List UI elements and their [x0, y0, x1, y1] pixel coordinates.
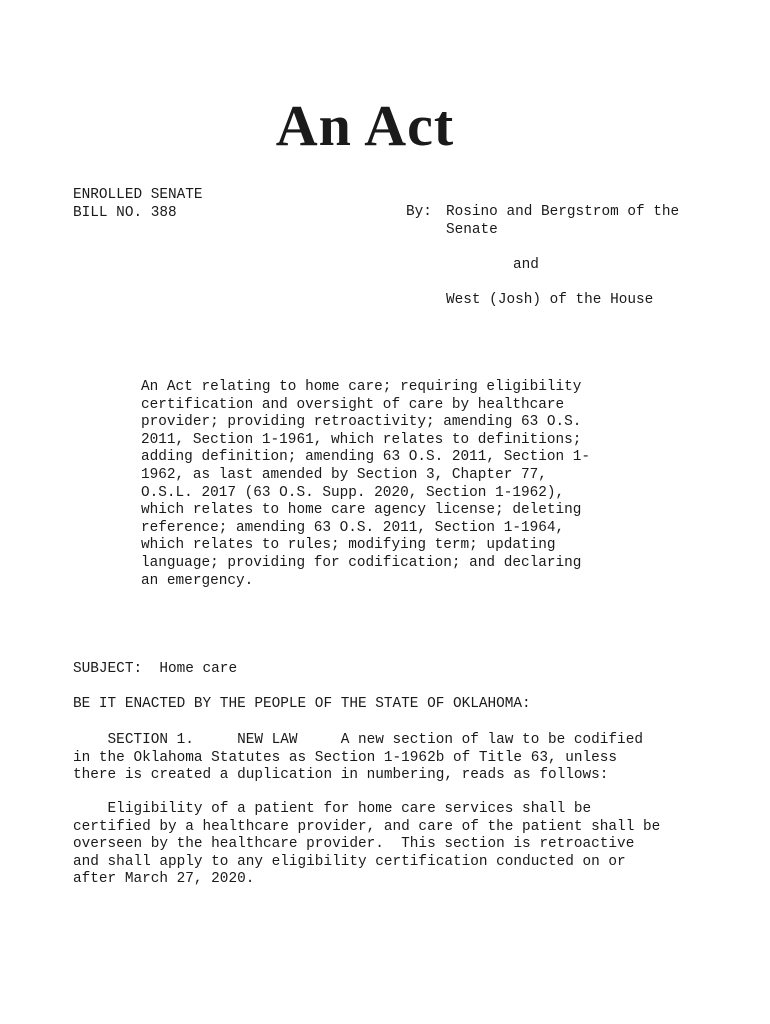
enacting-clause: BE IT ENACTED BY THE PEOPLE OF THE STATE OF OKLAHOMA: — [73, 696, 531, 712]
section-1-paragraph: Eligibility of a patient for home care services shall be certified by a healthcare provider, and care of the patient shall be overseen by the healthcare provider. This section is retroactive and shall apply to any eligibility certification conducted on or after March 27, 2020. — [73, 801, 661, 888]
house-author: West (Josh) of the House — [446, 292, 654, 308]
and-conjunction: and — [513, 257, 539, 273]
section-1-heading: SECTION 1. NEW LAW A new section of law to be codified in the Oklahoma Statutes as Section 1-1962b of Title 63, unless there is created a duplication in numbering, reads as follows: — [73, 732, 643, 784]
document-title: An Act — [275, 93, 455, 158]
bill-number: ENROLLED SENATE BILL NO. 388 — [73, 187, 203, 221]
subject-line: SUBJECT: Home care — [73, 661, 238, 677]
senate-authors: Rosino and Bergstrom of the Senate — [446, 204, 680, 238]
by-label: By: — [406, 204, 432, 220]
act-summary: An Act relating to home care; requiring eligibility certification and oversight of care by healthcare provider; providing retroactivity; amending 63 O.S. 2011, Section 1-1961, which relates to definitions; adding definition; amending 63 O.S. 2011, Section 1- 1962, as last amended by Section 3, Chapter 77, O.S.L. 2017 (63 O.S. Supp. 2020, Section 1-1962), which relates to home care agency license; deleting reference; amending 63 O.S. 2011, Section 1-1964, which relates to rules; modifying term; updating language; providing for codification; and declaring an emergency. — [141, 379, 591, 589]
